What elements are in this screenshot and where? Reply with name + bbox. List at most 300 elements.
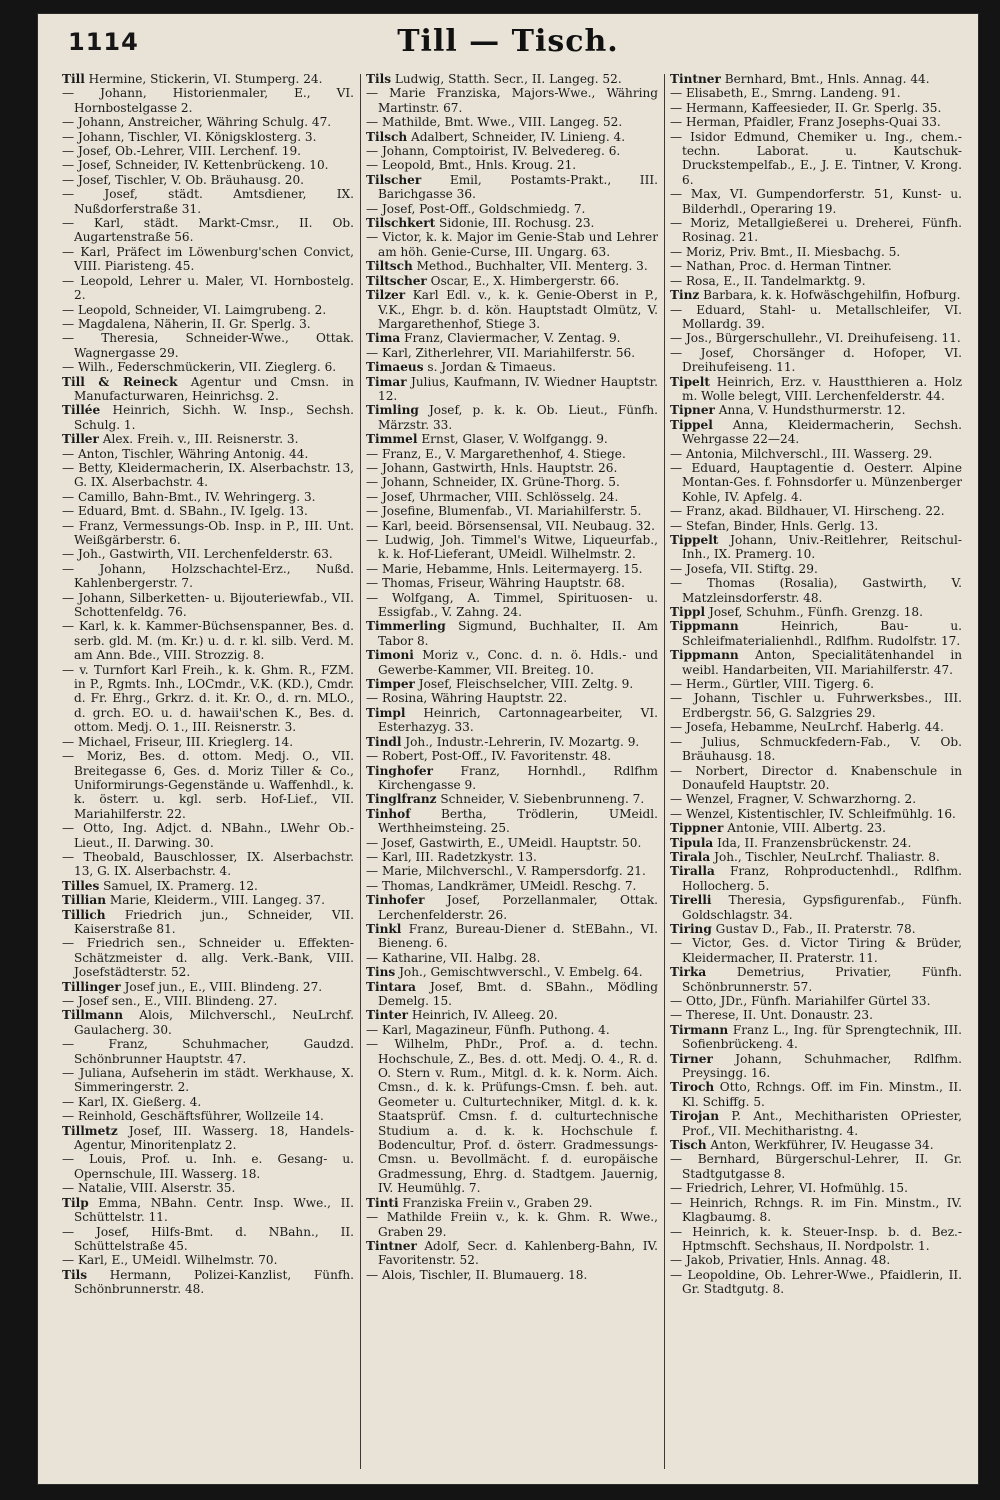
entry-text: Franz, Hornhdl., Rdlfhm Kirchengasse 9. <box>378 763 658 792</box>
directory-entry <box>366 980 658 1009</box>
entry-surname: Timmel <box>366 432 418 447</box>
directory-entry <box>670 375 962 404</box>
entry-surname: Tipula <box>670 835 714 850</box>
entry-text: — Juliana, Aufseherin im städt. Werkhause, X. Simmeringerstr. 2. <box>62 1066 354 1095</box>
entry-text: — Leopold, Schneider, VI. Laimgrubeng. 2. <box>62 302 327 317</box>
directory-entry <box>670 1138 962 1152</box>
entry-surname: Tinglfranz <box>366 792 437 807</box>
entry-text: Anna, V. Hundsthurmerstr. 12. <box>718 403 906 418</box>
directory-sub-entry <box>670 576 962 605</box>
entry-text: — Anton, Tischler, Währing Antonig. 44. <box>62 446 309 461</box>
entry-text: — Eduard, Bmt. d. SBahn., IV. Igelg. 13. <box>62 504 308 519</box>
entry-text: — Franz, Vermessungs-Ob. Insp. in P., III. Unt. Weißgärberstr. 6. <box>62 518 354 547</box>
directory-entry <box>366 216 658 230</box>
entry-surname: Tilschkert <box>366 216 436 231</box>
entry-surname: Timmerling <box>366 619 446 634</box>
entry-text: — Friedrich sen., Schneider u. Effekten-Schätzmeister d. allg. Verk.-Bank, VIII. Josefstädterstr. 52. <box>62 936 354 980</box>
entry-text: — Johann, Tischler u. Fuhrwerksbes., III. Erdbergstr. 56, G. Salzgries 29. <box>670 691 962 720</box>
entry-surname: Tiring <box>670 921 712 936</box>
entry-surname: Tillmetz <box>62 1123 118 1138</box>
directory-sub-entry <box>670 764 962 793</box>
directory-sub-entry <box>670 115 962 129</box>
directory-entry <box>366 965 658 979</box>
directory-sub-entry <box>62 1181 354 1195</box>
directory-sub-entry <box>366 158 658 172</box>
directory-sub-entry <box>670 1225 962 1254</box>
directory-sub-entry <box>670 187 962 216</box>
directory-sub-entry <box>62 619 354 662</box>
entry-surname: Tintner <box>366 1238 417 1253</box>
entry-text: — Elisabeth, E., Smrng. Landeng. 91. <box>670 86 901 101</box>
entry-surname: Tirelli <box>670 893 712 908</box>
directory-sub-entry <box>670 101 962 115</box>
directory-sub-entry <box>366 504 658 518</box>
directory-entry <box>670 922 962 936</box>
directory-sub-entry <box>62 1225 354 1254</box>
entry-text: Franz, Bureau-Diener d. StEBahn., VI. Bieneng. 6. <box>378 921 658 951</box>
directory-sub-entry <box>62 360 354 374</box>
entry-text: — Mathilde, Bmt. Wwe., VIII. Langeg. 52. <box>366 115 623 130</box>
entry-text: Schneider, V. Siebenbrunneng. 7. <box>440 792 645 807</box>
directory-sub-entry <box>366 850 658 864</box>
entry-text: Joh., Gemischtwverschl., V. Embelg. 64. <box>399 965 643 980</box>
directory-entry <box>62 980 354 994</box>
entry-surname: Till & Reineck <box>62 374 178 389</box>
entry-text: — Franz, Schuhmacher, Gaudzd. Schönbrunner Hauptstr. 47. <box>62 1037 354 1066</box>
entry-text: Theresia, Gypsfigurenfab., Fünfh. Goldschlagstr. 34. <box>682 893 962 922</box>
directory-sub-entry <box>62 821 354 850</box>
directory-sub-entry <box>366 346 658 360</box>
directory-sub-entry <box>62 735 354 749</box>
directory-entry <box>670 288 962 302</box>
directory-sub-entry <box>366 1023 658 1037</box>
entry-text: — Heinrich, k. k. Steuer-Insp. b. d. Bez.-Hptmschft. Sechshaus, II. Nordpolstr. 1. <box>670 1224 962 1253</box>
directory-sub-entry <box>670 1181 962 1195</box>
directory-sub-entry <box>62 245 354 274</box>
entry-text: — Camillo, Bahn-Bmt., IV. Wehringerg. 3. <box>62 489 316 504</box>
directory-sub-entry <box>670 720 962 734</box>
directory-sub-entry <box>62 130 354 144</box>
directory-sub-entry <box>62 663 354 735</box>
directory-sub-entry <box>62 936 354 979</box>
entry-text: P. Ant., Mechitharisten OPriester, Prof., VII. Mechitharistng. 4. <box>682 1109 962 1138</box>
directory-entry <box>366 677 658 691</box>
directory-entry <box>366 922 658 951</box>
entry-text: Heinrich, IV. Alleeg. 20. <box>411 1008 558 1023</box>
directory-entry <box>366 375 658 404</box>
directory-sub-entry <box>670 1008 962 1022</box>
entry-surname: Tippmann <box>670 619 739 634</box>
entry-surname: Tinhof <box>366 806 411 821</box>
entry-text: — Eduard, Hauptagentie d. Oesterr. Alpine Montan-Ges. f. Fohnsdorfer u. Münzenberger Kohle, IV. Apfelg. 4. <box>670 460 962 504</box>
entry-text: — Robert, Post-Off., IV. Favoritenstr. 48. <box>366 749 612 764</box>
entry-text: — Katharine, VII. Halbg. 28. <box>366 950 541 965</box>
directory-sub-entry <box>366 461 658 475</box>
entry-surname: Tima <box>366 331 401 346</box>
entry-text: Josef jun., E., VIII. Blindeng. 27. <box>124 979 323 994</box>
entry-text: — Louis, Prof. u. Inh. e. Gesang- u. Opernschule, III. Wasserg. 18. <box>62 1152 354 1181</box>
entry-text: Ida, II. Franzensbrückenstr. 24. <box>717 835 912 850</box>
entry-text: — Herman, Pfaidler, Franz Josephs-Quai 33. <box>670 115 941 130</box>
entry-text: — Mathilde Freiin v., k. k. Ghm. R. Wwe., Graben 29. <box>366 1210 658 1239</box>
entry-text: Johann, Univ.-Reitlehrer, Reitschul-Inh., IX. Pramerg. 10. <box>682 533 962 562</box>
directory-entry <box>670 864 962 893</box>
directory-sub-entry <box>62 461 354 490</box>
directory-sub-entry <box>366 490 658 504</box>
entry-text: — Friedrich, Lehrer, VI. Hofmühlg. 15. <box>670 1181 908 1196</box>
entry-text: Otto, Rchngs. Off. im Fin. Minstm., II. Kl. Schiffg. 5. <box>682 1080 962 1109</box>
directory-sub-entry <box>62 547 354 561</box>
directory-sub-entry <box>366 475 658 489</box>
entry-text: — Franz, E., V. Margarethenhof, 4. Stiege. <box>366 446 626 461</box>
directory-entry <box>670 1052 962 1081</box>
entry-surname: Tintner <box>670 72 721 86</box>
column-2 <box>366 72 658 1472</box>
entry-text: — Franz, akad. Bildhauer, VI. Hirscheng. 22. <box>670 504 945 519</box>
entry-text: — Herm., Gürtler, VIII. Tigerg. 6. <box>670 677 875 692</box>
entry-text: Alex. Freih. v., III. Reisnerstr. 3. <box>102 432 299 447</box>
entry-text: Antonie, VIII. Albertg. 23. <box>727 821 886 836</box>
directory-sub-entry <box>670 130 962 188</box>
entry-text: — Johann, Silberketten- u. Bijouteriewfab., VII. Schottenfeldg. 76. <box>62 590 354 620</box>
entry-surname: Tinter <box>366 1008 409 1023</box>
directory-entry <box>366 403 658 432</box>
directory-sub-entry <box>670 691 962 720</box>
entry-text: Joh., Industr.-Lehrerin, IV. Mozartg. 9. <box>405 734 640 749</box>
entry-text: s. Jordan & Timaeus. <box>427 360 556 375</box>
directory-entry <box>366 274 658 288</box>
entry-surname: Timoni <box>366 648 414 663</box>
directory-entry <box>670 605 962 619</box>
entry-surname: Timper <box>366 677 415 692</box>
directory-entry <box>366 735 658 749</box>
directory-sub-entry <box>62 447 354 461</box>
entry-text: — Josef, Hilfs-Bmt. d. NBahn., II. Schüttelstraße 45. <box>62 1224 354 1253</box>
directory-sub-entry <box>366 115 658 129</box>
entry-text: — Josefa, VII. Stiftg. 29. <box>670 561 818 576</box>
directory-entry <box>62 1196 354 1225</box>
entry-surname: Tiralla <box>670 864 715 879</box>
entry-text: Heinrich, Sichh. W. Insp., Sechsh. Schulg. 1. <box>74 403 354 432</box>
entry-text: Joh., Tischler, NeuLrchf. Thaliastr. 8. <box>714 849 940 864</box>
directory-entry <box>366 130 658 144</box>
directory-sub-entry <box>366 879 658 893</box>
entry-surname: Tins <box>366 965 396 980</box>
directory-entry <box>62 908 354 937</box>
entry-text: Method., Buchhalter, VII. Menterg. 3. <box>416 259 648 274</box>
entry-text: — Josefa, Hebamme, NeuLrchf. Haberlg. 44. <box>670 720 944 735</box>
directory-entry <box>366 259 658 273</box>
directory-sub-entry <box>62 1253 354 1267</box>
directory-entry <box>366 173 658 202</box>
page-title: Till — Tisch. <box>397 24 619 59</box>
directory-sub-entry <box>366 591 658 620</box>
entry-text: — Josef, Gastwirth, E., UMeidl. Hauptstr. 50. <box>366 835 642 850</box>
entry-text: — Natalie, VIII. Alserstr. 35. <box>62 1181 236 1196</box>
directory-entry <box>670 821 962 835</box>
entry-text: — Wilh., Federschmückerin, VII. Zieglerg. 6. <box>62 360 337 375</box>
entry-text: Franz L., Ing. für Sprengtechnik, III. Sofienbrückeng. 4. <box>682 1022 962 1052</box>
directory-sub-entry <box>670 562 962 576</box>
directory-sub-entry <box>670 792 962 806</box>
directory-sub-entry <box>62 173 354 187</box>
entry-text: Barbara, k. k. Hofwäschgehilfin, Hofburg. <box>703 288 961 303</box>
entry-surname: Tippner <box>670 821 724 836</box>
directory-sub-entry <box>62 504 354 518</box>
entry-text: Adalbert, Schneider, IV. Linieng. 4. <box>411 129 626 144</box>
directory-sub-entry <box>62 317 354 331</box>
directory-sub-entry <box>670 1253 962 1267</box>
entry-text: — Victor, Ges. d. Victor Tiring & Brüder, Kleidermacher, II. Praterstr. 11. <box>670 936 962 965</box>
entry-surname: Tippmann <box>670 648 739 663</box>
entry-text: — Nathan, Proc. d. Herman Tintner. <box>670 259 892 274</box>
directory-sub-entry <box>670 346 962 375</box>
entry-text: — Victor, k. k. Major im Genie-Stab und Lehrer am höh. Genie-Curse, III. Ungarg. 63. <box>366 230 658 259</box>
entry-text: Anna, Kleidermacherin, Sechsh. Wehrgasse 22—24. <box>682 417 962 447</box>
directory-sub-entry <box>366 1037 658 1195</box>
directory-sub-entry <box>62 187 354 216</box>
directory-entry <box>670 850 962 864</box>
directory-sub-entry <box>62 1066 354 1095</box>
directory-sub-entry <box>366 951 658 965</box>
directory-entry <box>366 807 658 836</box>
directory-sub-entry <box>670 447 962 461</box>
directory-sub-entry <box>670 1196 962 1225</box>
directory-sub-entry <box>366 447 658 461</box>
directory-entry <box>670 1080 962 1109</box>
directory-sub-entry <box>366 749 658 763</box>
entry-text: — Heinrich, Rchngs. R. im Fin. Minstm., IV. Klagbaumg. 8. <box>670 1195 962 1225</box>
entry-text: — Karl, III. Radetzkystr. 13. <box>366 849 537 864</box>
entry-text: — Ludwig, Joh. Timmel's Witwe, Liqueurfab., k. k. Hof-Lieferant, UMeidl. Wilhelmstr. 2. <box>366 533 658 562</box>
entry-text: — Stefan, Binder, Hnls. Gerlg. 13. <box>670 518 879 533</box>
directory-sub-entry <box>366 202 658 216</box>
entry-text: — Karl, städt. Markt-Cmsr., II. Ob. Augartenstraße 56. <box>62 216 354 245</box>
entry-text: — Karl, Präfect im Löwenburg'schen Convict, VIII. Piaristeng. 45. <box>62 244 354 274</box>
directory-entry <box>366 288 658 331</box>
entry-text: — Josef, Tischler, V. Ob. Bräuhausg. 20. <box>62 172 305 187</box>
entry-text: Josef, p. k. k. Ob. Lieut., Fünfh. Märzstr. 33. <box>378 403 658 432</box>
entry-text: — Otto, Ing. Adjct. d. NBahn., LWehr Ob.-Lieut., II. Darwing. 30. <box>62 821 354 850</box>
directory-sub-entry <box>670 303 962 332</box>
entry-text: — Karl, beeid. Börsensensal, VII. Neubaug. 32. <box>366 518 656 533</box>
entry-text: Heinrich, Bau- u. Schleifmaterialienhdl., Rdlfhm. Rudolfstr. 17. <box>682 619 962 648</box>
directory-sub-entry <box>62 591 354 620</box>
directory-sub-entry <box>670 461 962 504</box>
column-1 <box>62 72 354 1472</box>
directory-entry <box>670 72 962 86</box>
directory-sub-entry <box>670 807 962 821</box>
directory-entry <box>62 1268 354 1297</box>
directory-sub-entry <box>670 216 962 245</box>
directory-entry <box>670 965 962 994</box>
entry-text: Julius, Kaufmann, IV. Wiedner Hauptstr. 12. <box>378 374 658 403</box>
entry-text: Sidonie, III. Rochusg. 23. <box>439 216 595 231</box>
directory-sub-entry <box>366 230 658 259</box>
directory-sub-entry <box>670 936 962 965</box>
entry-surname: Tillmann <box>62 1008 124 1023</box>
directory-sub-entry <box>62 86 354 115</box>
directory-entry <box>366 648 658 677</box>
directory-entry <box>366 893 658 922</box>
entry-text: — Thomas (Rosalia), Gastwirth, V. Matzleinsdorferstr. 48. <box>670 576 962 605</box>
entry-text: — Wenzel, Kistentischler, IV. Schleifmühlg. 16. <box>670 806 956 821</box>
entry-surname: Tirmann <box>670 1022 729 1037</box>
directory-entry <box>366 1239 658 1268</box>
directory-sub-entry <box>366 836 658 850</box>
entry-surname: Till <box>62 72 85 86</box>
directory-sub-entry <box>366 1210 658 1239</box>
directory-entry <box>62 879 354 893</box>
entry-text: Oscar, E., X. Himbergerstr. 66. <box>430 273 620 288</box>
directory-sub-entry <box>62 749 354 821</box>
entry-text: Demetrius, Privatier, Fünfh. Schönbrunnerstr. 57. <box>682 965 962 994</box>
entry-text: — Michael, Friseur, III. Krieglerg. 14. <box>62 734 294 749</box>
entry-surname: Tirala <box>670 849 711 864</box>
entry-text: Bertha, Trödlerin, UMeidl. Werthheimsteing. 25. <box>378 806 658 836</box>
entry-surname: Tiller <box>62 432 99 447</box>
directory-entry <box>62 375 354 404</box>
directory-entry <box>670 403 962 417</box>
entry-text: Josef, Bmt. d. SBahn., Mödling Demelg. 15. <box>378 979 658 1008</box>
entry-surname: Tippel <box>670 417 713 432</box>
entry-text: — Josef, Post-Off., Goldschmiedg. 7. <box>366 201 586 216</box>
entry-surname: Tinhofer <box>366 893 425 908</box>
entry-surname: Tiroch <box>670 1080 715 1095</box>
entry-text: — Josef sen., E., VIII. Blindeng. 27. <box>62 994 278 1008</box>
entry-text: — Bernhard, Bürgerschul-Lehrer, II. Gr. Stadtgutgasse 8. <box>670 1152 962 1181</box>
directory-entry <box>670 1023 962 1052</box>
entry-surname: Tinti <box>366 1195 399 1210</box>
directory-sub-entry <box>670 259 962 273</box>
entry-text: — Johann, Anstreicher, Währing Schulg. 47. <box>62 115 332 130</box>
directory-sub-entry <box>670 86 962 100</box>
entry-text: — Josef, Ob.-Lehrer, VIII. Lerchenf. 19. <box>62 144 302 159</box>
entry-text: — Johann, Tischler, VI. Königsklosterg. 3. <box>62 129 317 144</box>
entry-text: Ludwig, Statth. Secr., II. Langeg. 52. <box>394 72 622 86</box>
directory-entry <box>366 706 658 735</box>
entry-text: — Thomas, Friseur, Währing Hauptstr. 68. <box>366 576 625 591</box>
directory-sub-entry <box>366 576 658 590</box>
entry-surname: Tinkl <box>366 921 402 936</box>
entry-text: — Josefine, Blumenfab., VI. Mariahilferstr. 5. <box>366 504 642 519</box>
entry-text: — Wolfgang, A. Timmel, Spirituosen- u. Essigfab., V. Zahng. 24. <box>366 590 658 620</box>
entry-surname: Tippelt <box>670 533 719 547</box>
directory-sub-entry <box>366 86 658 115</box>
directory-sub-entry <box>670 245 962 259</box>
entry-text: Alois, Milchverschl., NeuLrchf. Gaulacherg. 30. <box>74 1008 354 1037</box>
entry-text: — Karl, Zitherlehrer, VII. Mariahilferstr. 56. <box>366 345 636 360</box>
entry-text: — Josef, Uhrmacher, VIII. Schlösselg. 24. <box>366 489 619 504</box>
entry-surname: Timling <box>366 403 419 418</box>
directory-sub-entry <box>62 519 354 548</box>
directory-entry <box>62 893 354 907</box>
entry-text: Anton, Werkführer, IV. Heugasse 34. <box>710 1138 934 1153</box>
entry-text: Heinrich, Erz. v. Haustthieren a. Holz m. Wolle belegt, VIII. Lerchenfelderstr. 44. <box>682 374 962 403</box>
directory-entry <box>366 1196 658 1210</box>
directory-sub-entry <box>670 504 962 518</box>
entry-surname: Tirka <box>670 965 707 980</box>
entry-text: — Joh., Gastwirth, VII. Lerchenfelderstr. 63. <box>62 547 333 562</box>
entry-text: — Josef, städt. Amtsdiener, IX. Nußdorferstraße 31. <box>62 187 354 216</box>
entry-text: — Leopoldine, Ob. Lehrer-Wwe., Pfaidlerin, II. Gr. Stadtgutg. 8. <box>670 1267 962 1297</box>
directory-entry <box>366 331 658 345</box>
entry-text: — Johann, Holzschachtel-Erz., Nußd. Kahlenbergerstr. 7. <box>62 561 354 591</box>
directory-sub-entry <box>366 519 658 533</box>
entry-text: — Hermann, Kaffeesieder, II. Gr. Sperlg. 35. <box>670 100 942 115</box>
entry-text: — Johann, Historienmaler, E., VI. Hornbostelgasse 2. <box>62 86 354 115</box>
directory-sub-entry <box>670 994 962 1008</box>
entry-text: — Rosa, E., II. Tandelmarktg. 9. <box>670 273 866 288</box>
entry-text: Marie, Kleiderm., VIII. Langeg. 37. <box>109 893 325 908</box>
directory-sub-entry <box>670 519 962 533</box>
entry-surname: Tippl <box>670 605 706 620</box>
entry-text: Samuel, IX. Pramerg. 12. <box>103 878 258 893</box>
directory-sub-entry <box>366 1268 658 1282</box>
directory-sub-entry <box>62 274 354 303</box>
entry-text: Karl Edl. v., k. k. Genie-Oberst in P., V.K., Ehgr. b. d. kön. Hauptstadt Olmütz, V. Margarethenhof, Stiege 3. <box>378 288 658 331</box>
entry-surname: Timar <box>366 374 407 389</box>
directory-sub-entry <box>670 274 962 288</box>
directory-entry <box>670 533 962 562</box>
directory-entry <box>366 360 658 374</box>
entry-text: Anton, Specialitätenhandel in weibl. Handarbeiten, VII. Mariahilferstr. 47. <box>682 648 962 677</box>
entry-text: — Karl, IX. Gießerg. 4. <box>62 1094 202 1109</box>
entry-text: Ernst, Glaser, V. Wolfgangg. 9. <box>421 432 608 447</box>
entry-text: Hermann, Polizei-Kanzlist, Fünfh. Schönbrunnerstr. 48. <box>74 1267 354 1297</box>
entry-text: — Moriz, Priv. Bmt., II. Miesbachg. 5. <box>670 244 901 259</box>
entry-surname: Tillée <box>62 403 101 418</box>
entry-surname: Tintara <box>366 979 417 994</box>
entry-surname: Tipner <box>670 403 715 418</box>
entry-text: — Karl, Magazineur, Fünfh. Puthong. 4. <box>366 1022 610 1037</box>
entry-text: — Leopold, Bmt., Hnls. Kroug. 21. <box>366 158 577 173</box>
directory-sub-entry <box>62 1152 354 1181</box>
page-number: 1114 <box>68 28 139 56</box>
entry-surname: Tiltsch <box>366 259 413 274</box>
entry-text: Hermine, Stickerin, VI. Stumperg. 24. <box>88 72 323 86</box>
entry-text: Bernhard, Bmt., Hnls. Annag. 44. <box>724 72 930 86</box>
column-3 <box>670 72 962 1472</box>
entry-surname: Tillinger <box>62 979 121 994</box>
entry-text: Emma, NBahn. Centr. Insp. Wwe., II. Schüttelstr. 11. <box>74 1195 354 1225</box>
entry-surname: Tilles <box>62 878 100 893</box>
directory-entry <box>670 619 962 648</box>
directory-entry <box>366 432 658 446</box>
entry-text: — Therese, II. Unt. Donaustr. 23. <box>670 1008 873 1023</box>
directory-entry <box>62 432 354 446</box>
entry-surname: Timaeus <box>366 360 424 375</box>
entry-text: Josef, Schuhm., Fünfh. Grenzg. 18. <box>708 605 923 620</box>
directory-entry <box>670 648 962 677</box>
directory-sub-entry <box>62 1109 354 1123</box>
entry-surname: Tilzer <box>366 288 406 303</box>
entry-text: — Josef, Chorsänger d. Hofoper, VI. Dreihufeiseng. 11. <box>670 345 962 375</box>
entry-text: Josef, III. Wasserg. 18, Handels-Agentur, Minoritenplatz 2. <box>74 1123 354 1153</box>
directory-sub-entry <box>62 994 354 1008</box>
entry-text: Gustav D., Fab., II. Praterstr. 78. <box>715 921 916 936</box>
directory-entry <box>62 403 354 432</box>
entry-text: — Johann, Gastwirth, Hnls. Hauptstr. 26. <box>366 460 618 475</box>
entry-text: — Alois, Tischler, II. Blumauerg. 18. <box>366 1267 588 1282</box>
entry-text: — Thomas, Landkrämer, UMeidl. Reschg. 7. <box>366 878 637 893</box>
directory-sub-entry <box>366 562 658 576</box>
entry-text: Johann, Schuhmacher, Rdlfhm. Preysingg. 16. <box>682 1051 962 1081</box>
directory-entry <box>366 1008 658 1022</box>
entry-surname: Tipelt <box>670 374 710 389</box>
entry-text: — Marie Franziska, Majors-Wwe., Währing Martinstr. 67. <box>366 86 658 115</box>
entry-text: — Betty, Kleidermacherin, IX. Alserbachstr. 13, G. IX. Alserbachstr. 4. <box>62 460 354 490</box>
